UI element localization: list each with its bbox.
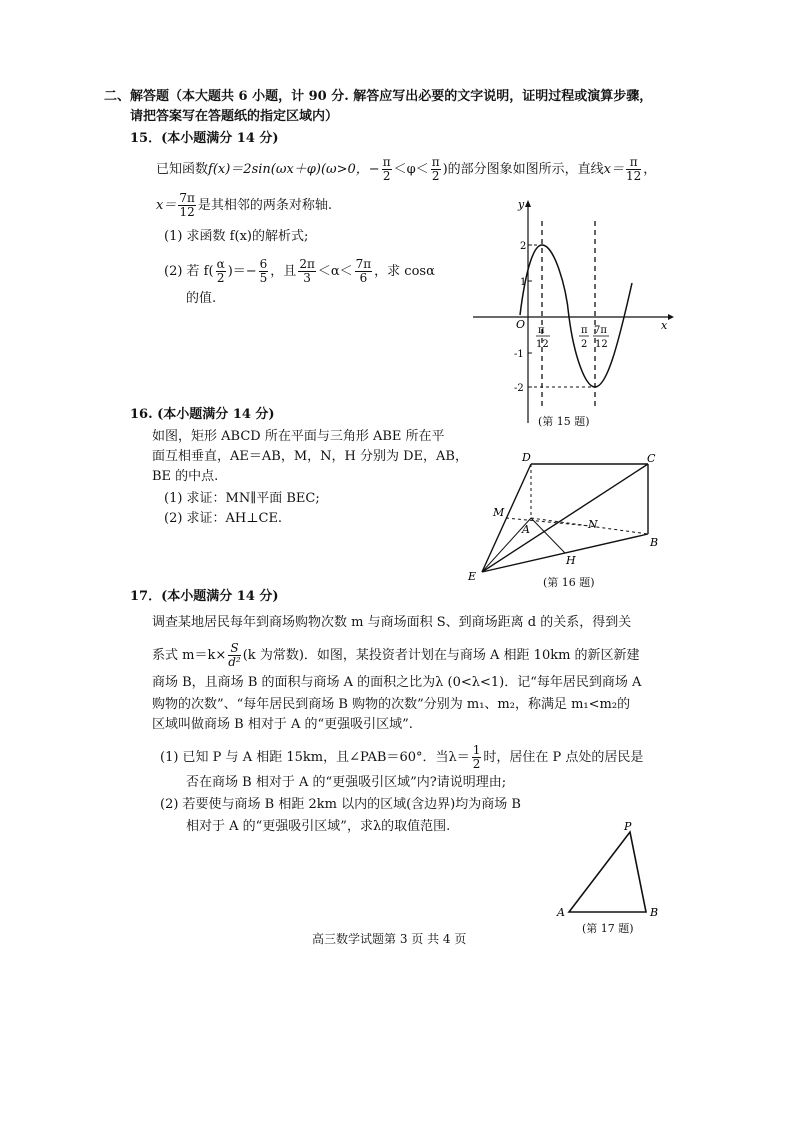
q15-stem-x: x＝	[603, 162, 625, 177]
x-tick-pi12-den: 12	[536, 339, 549, 350]
q17-line4: 购物的次数”、“每年居民到商场 B 购物的次数”分别为 m₁、m₂，称满足 m₁<m₂的	[152, 697, 631, 712]
q16-figure-caption: (第 16 题)	[543, 576, 595, 589]
q15-stem-text-a: 已知函数	[156, 162, 209, 177]
q17-line2: 系式 m＝k× $\frac{S}{\text{d²}}$ (k 为常数)．如图，某投资者计划在与商场 A 相距 10km 的新区新建	[152, 641, 640, 669]
q15-frac-7pi12: $\frac{7\pi}{12}$	[179, 191, 195, 219]
x-tick-7pi12-den: 12	[595, 339, 608, 350]
q15-stem-func: f(x)＝2sin(ωx＋φ)(ω>0，	[208, 162, 369, 177]
q15-frac-neg-pi2: $\frac{\pi}{2}$	[382, 155, 391, 183]
x-tick-pi2-den: 2	[581, 339, 588, 350]
label-A: A	[522, 523, 530, 536]
q17-number: 17．(本小题满分 14 分)	[130, 589, 279, 604]
q15-sine-graph	[470, 195, 680, 430]
q16-line1: 如图，矩形 ABCD 所在平面与三角形 ABE 所在平	[152, 429, 445, 444]
q17-line1: 调查某地居民每年到商场购物次数 m 与商场面积 S、到商场距离 d 的关系，得到关	[152, 615, 632, 630]
page-footer: 高三数学试题第 3 页 共 4 页	[312, 932, 467, 946]
y-tick-label-neg1: -1	[514, 349, 524, 360]
label-C: C	[647, 452, 656, 465]
y-tick-label-2: 2	[520, 241, 527, 252]
q17-part2-line1: (2) 若要使与商场 B 相距 2km 以内的区域(含边界)均为商场 B	[160, 797, 521, 812]
label-E: E	[468, 570, 477, 580]
y-axis-arrow-icon	[525, 200, 531, 207]
label-D: D	[522, 451, 531, 464]
y-tick-label-neg2: -2	[514, 383, 524, 394]
q15-frac-7pi6: $\frac{7\pi}{6}$	[355, 257, 372, 285]
origin-label: O	[516, 318, 526, 331]
q15-frac-pi2: $\frac{\pi}{2}$	[431, 155, 440, 183]
q17-frac-1-2: $\frac{1}{2}$	[472, 743, 481, 771]
q17-part1-line2: 否在商场 B 相对于 A 的“更强吸引区域”内?请说明理由;	[186, 775, 507, 790]
q15-stem-comma: ，	[643, 162, 657, 177]
section-title-line1: 二、解答题（本大题共 6 小题，计 90 分. 解答应写出必要的文字说明，证明过程或演算步骤，	[104, 89, 653, 104]
q15-frac-6-5: $\frac{6}{5}$	[259, 257, 268, 285]
q15-stem-lt: ＜φ＜	[393, 162, 429, 177]
section-title-line2: 请把答案写在答题纸的指定区域内）	[130, 109, 339, 124]
q15-line2-x: x＝	[156, 198, 177, 213]
q17-line3: 商场 B，且商场 B 的面积与商场 A 的面积之比为λ (0<λ<1)．记“每年居民到商场 A	[152, 675, 642, 690]
q15-frac-alpha2: $\frac{\alpha}{2}$	[216, 257, 225, 285]
q15-part1: (1) 求函数 f(x)的解析式;	[164, 229, 309, 244]
q15-stem-line1: 已知函数f(x)＝2sin(ωx＋φ)(ω>0，− $\frac{\pi}{2}$ ＜φ＜ $\frac{\pi}{2}$ )的部分图象如图所示，直线x＝ $\frac{\pi}{12}$ ，	[156, 155, 657, 183]
x-tick-pi2-num: π	[581, 325, 588, 336]
x-tick-pi12-num: π	[538, 325, 545, 336]
label-B: B	[650, 906, 659, 919]
segment-MN	[506, 518, 590, 526]
label-N: N	[588, 518, 598, 531]
sine-curve	[520, 245, 632, 387]
label-P: P	[624, 822, 632, 833]
q15-stem-text-b: )的部分图象如图所示，直线	[442, 162, 604, 177]
q17-part2-line2: 相对于 A 的“更强吸引区域”，求λ的取值范围.	[186, 819, 451, 834]
triangle-PAB	[569, 832, 646, 912]
x-axis-label: x	[661, 319, 668, 332]
y-axis-label: y	[518, 198, 525, 211]
q15-part2-end: 的值.	[186, 291, 217, 306]
q16-line3: BE 的中点.	[152, 469, 219, 484]
label-M: M	[493, 506, 505, 519]
q17-frac-S-d2: $\frac{S}{\text{d²}}$	[228, 641, 241, 669]
q16-solid-figure	[460, 448, 670, 580]
q17-figure-caption: (第 17 题)	[582, 922, 634, 935]
q15-number: 15．(本小题满分 14 分)	[130, 131, 279, 146]
q16-line2: 面互相垂直，AE＝AB，M，N，H 分别为 DE，AB，	[152, 449, 468, 464]
q16-number: 16. (本小题满分 14 分)	[130, 407, 275, 422]
x-tick-7pi12-num: 7π	[594, 325, 607, 336]
q15-figure-caption: (第 15 题)	[538, 415, 590, 428]
q16-part1: (1) 求证：MN∥平面 BEC;	[164, 491, 320, 506]
q17-triangle-figure	[552, 822, 672, 924]
y-tick-label-1: 1	[520, 277, 527, 288]
q15-frac-pi12: $\frac{\pi}{12}$	[626, 155, 642, 183]
label-H: H	[566, 554, 576, 567]
q15-stem-line2	[156, 192, 332, 219]
q15-line2-rest: 是其相邻的两条对称轴.	[197, 198, 333, 213]
q15-part2: (2) 若 f( $\frac{\alpha}{2}$ )＝− $\frac{6}{5}$ ，且 $\frac{2\pi}{3}$ ＜α＜ $\frac{7\pi}{6}$ ，求 cosα	[164, 257, 435, 285]
label-B: B	[650, 536, 659, 549]
label-A: A	[557, 906, 565, 919]
q17-part1: (1) 已知 P 与 A 相距 15km，且∠PAB＝60°．当λ＝ $\frac{1}{2}$ 时，居住在 P 点处的居民是	[160, 743, 644, 771]
q16-part2: (2) 求证：AH⊥CE.	[164, 511, 283, 526]
x-axis-arrow-icon	[668, 314, 674, 320]
q17-line5: 区域叫做商场 B 相对于 A 的“更强吸引区域”.	[152, 717, 413, 732]
q15-frac-2pi3: $\frac{2\pi}{3}$	[299, 257, 315, 285]
